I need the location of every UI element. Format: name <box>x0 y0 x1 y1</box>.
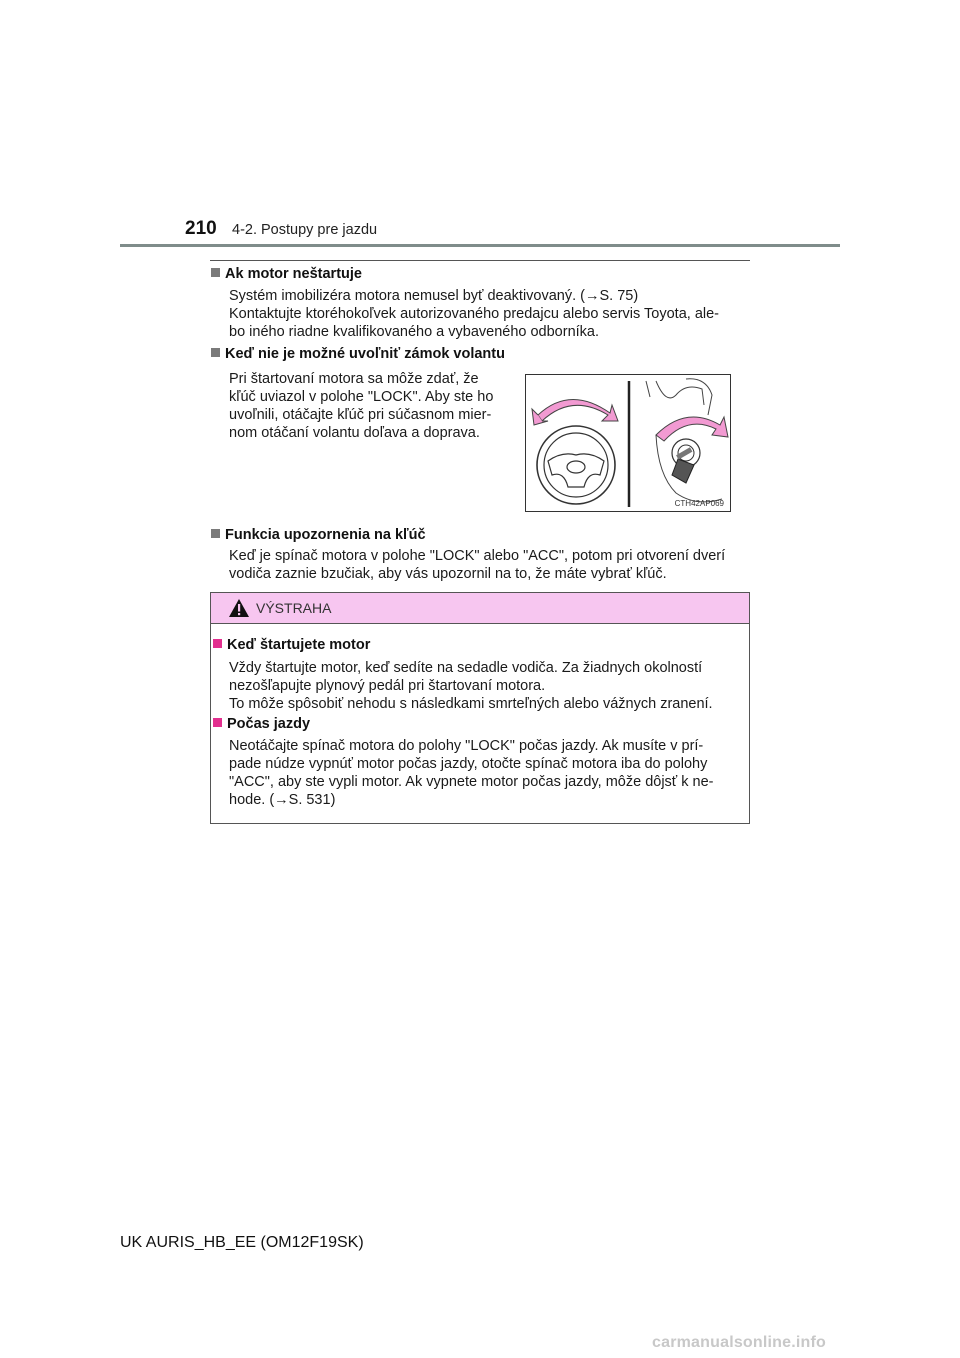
paragraph-line: To môže spôsobiť nehodu s následkami smrteľných alebo vážnych zranení. <box>229 696 713 712</box>
warning-item-heading-driving <box>213 716 310 732</box>
steering-wheel-key-drawing <box>526 375 730 511</box>
warning-item-paragraph-starting <box>229 659 739 713</box>
item-paragraph-steering-lock <box>229 370 507 442</box>
figure-code: CTH42AP069 <box>674 499 724 508</box>
section-title: 4-2. Postupy pre jazdu <box>232 222 378 238</box>
bullet-square-icon <box>211 268 220 277</box>
item-heading-text: Počas jazdy <box>227 716 311 732</box>
paragraph-line: vodiča zaznie bzučiak, aby vás upozornil na to, že máte vybrať kľúč. <box>229 566 667 582</box>
paragraph-line: pade núdze vypnúť motor počas jazdy, otočte spínač motora iba do polohy <box>229 756 708 772</box>
item-heading-steering-lock <box>211 346 505 362</box>
paragraph-line: bo iného riadne kvalifikovaného a vybaveného odborníka. <box>229 324 600 340</box>
item-heading-engine-not-starting <box>211 266 362 282</box>
paragraph-line: "ACC", aby ste vypli motor. Ak vypnete motor počas jazdy, môže dôjsť k ne- <box>229 774 714 790</box>
page-number: 210 <box>185 218 217 239</box>
footer-model-code: UK AURIS_HB_EE (OM12F19SK) <box>120 1234 364 1251</box>
watermark: carmanualsonline.info <box>652 1334 827 1351</box>
warning-box <box>210 592 750 824</box>
bullet-square-icon <box>213 718 222 727</box>
bullet-square-icon <box>211 348 220 357</box>
warning-header <box>211 593 749 624</box>
item-heading-text: Keď nie je možné uvoľniť zámok volantu <box>225 346 505 362</box>
paragraph-line: Pri štartovaní motora sa môže zdať, že <box>229 371 479 387</box>
paragraph-line: uvoľnili, otáčajte kľúč pri súčasnom mier- <box>229 407 492 423</box>
paragraph-line: Neotáčajte spínač motora do polohy "LOCK" počas jazdy. Ak musíte v prí- <box>229 738 704 754</box>
warning-item-paragraph-driving <box>229 737 739 809</box>
warning-title: VÝSTRAHA <box>256 600 332 616</box>
item-heading-text: Funkcia upozornenia na kľúč <box>225 527 426 543</box>
item-heading-key-reminder <box>211 527 426 543</box>
item-heading-text: Keď štartujete motor <box>227 637 371 653</box>
item-paragraph-engine-not-starting <box>229 287 744 341</box>
paragraph-line: Vždy štartujte motor, keď sedíte na sedadle vodiča. Za žiadnych okolností <box>229 660 703 676</box>
content-rule <box>210 260 750 261</box>
warning-item-heading-starting <box>213 637 370 653</box>
paragraph-line: kľúč uviazol v polohe "LOCK". Aby ste ho <box>229 389 494 405</box>
paragraph-line: Keď je spínač motora v polohe "LOCK" alebo "ACC", potom pri otvorení dverí <box>229 548 726 564</box>
warning-triangle-icon <box>228 598 250 618</box>
item-paragraph-key-reminder <box>229 547 744 583</box>
paragraph-line: Kontaktujte ktoréhokoľvek autorizovaného predajcu alebo servis Toyota, ale- <box>229 306 720 322</box>
header-rule <box>120 244 840 247</box>
paragraph-line: nom otáčaní volantu doľava a doprava. <box>229 425 480 441</box>
item-heading-text: Ak motor neštartuje <box>225 266 362 282</box>
paragraph-line: hode. (→S. 531) <box>229 792 336 808</box>
bullet-square-icon <box>211 529 220 538</box>
steering-lock-illustration <box>525 374 731 512</box>
bullet-square-icon <box>213 639 222 648</box>
paragraph-line: Systém imobilizéra motora nemusel byť deaktivovaný. (→S. 75) <box>229 288 639 304</box>
paragraph-line: nezošľapujte plynový pedál pri štartovaní motora. <box>229 678 546 694</box>
